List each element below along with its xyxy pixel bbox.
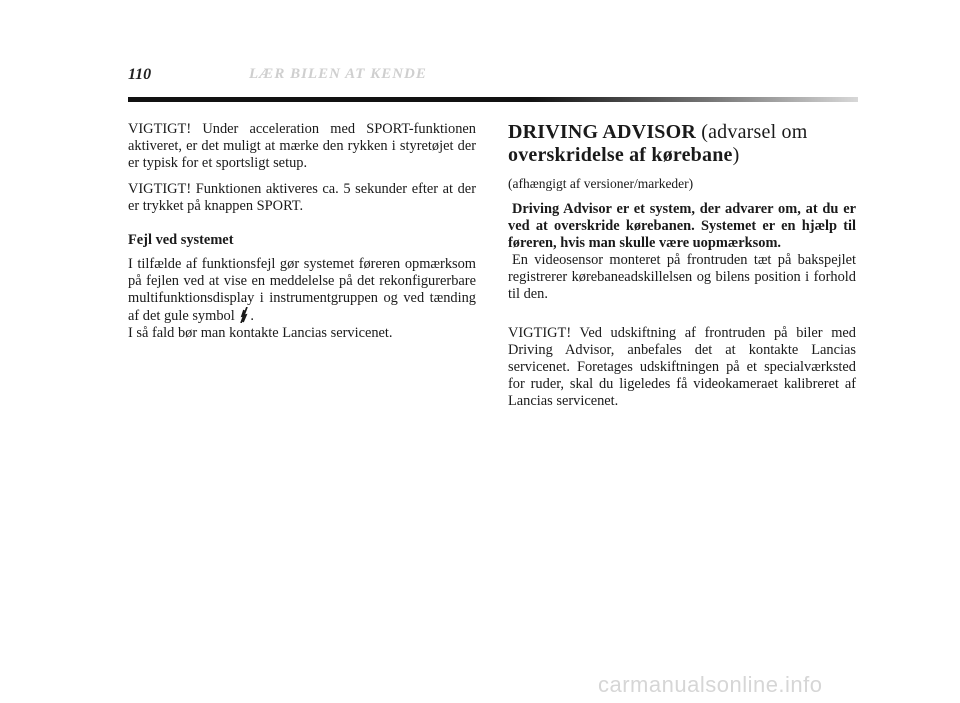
section-title-bold: DRIVING ADVISOR [508, 121, 697, 143]
header-rule [128, 97, 858, 102]
windscreen-warning: VIGTIGT! Ved udskiftning af frontruden på biler med Driving Advisor, anbefales det at kontakte Lancias servicenet. Foretages udskiftningen på et specialværksted for ruder, skal du ligeledes få videokameraet kalibreret af Lancias servicenet. [508, 325, 856, 409]
contact-service-text: I så fald bør man kontakte Lancias servicenet. [128, 325, 393, 341]
video-sensor-text [508, 252, 856, 303]
page-header [128, 66, 858, 88]
page-number: 110 [128, 66, 152, 83]
running-title: LÆR BILEN AT KENDE [249, 66, 427, 82]
system-fault-heading: Fejl ved systemet [128, 232, 234, 248]
driving-advisor-intro [508, 201, 856, 252]
right-column [508, 121, 856, 419]
fault-text: I tilfælde af funktionsfejl gør systemet føreren opmærksom på fejlen ved at vise en meddelelse på det rekonfigurerbare multifunktionsdisplay i instrumentgruppen og ved tænding af det gule symbol [128, 256, 476, 324]
sensor-text: En videosensor monteret på frontruden tæt på bakspejlet registrerer kørebaneadskillelsen og bilens position i forhold til den. [508, 252, 856, 302]
steering-wheel-warning-icon [238, 307, 250, 323]
sport-acceleration-warning: VIGTIGT! Under acceleration med SPORT-funktionen aktiveret, er det muligt at mærke den rykken i styretøjet der er typisk for et sportsligt setup. [128, 121, 476, 171]
fault-text-end: . [250, 308, 254, 324]
system-fault-paragraph [128, 256, 476, 325]
watermark: carmanualsonline.info [598, 672, 823, 697]
section-title [508, 121, 856, 167]
intro-bold-text: Driving Advisor er et system, der advarer om, at du er ved at overskride kørebanen. Systemet er en hjælp til føreren, hvis man skulle være uopmærksom. [508, 201, 856, 251]
section-title-paren: (advarsel om [696, 121, 808, 143]
sport-activation-warning: VIGTIGT! Funktionen aktiveres ca. 5 sekunder efter at der er trykket på knappen SPORT. [128, 181, 476, 214]
variant-note: (afhængigt af versioner/markeder) [508, 176, 694, 191]
section-title-close: ) [732, 144, 740, 166]
left-column [128, 121, 476, 351]
section-title-line2: overskridelse af kørebane [508, 144, 733, 166]
